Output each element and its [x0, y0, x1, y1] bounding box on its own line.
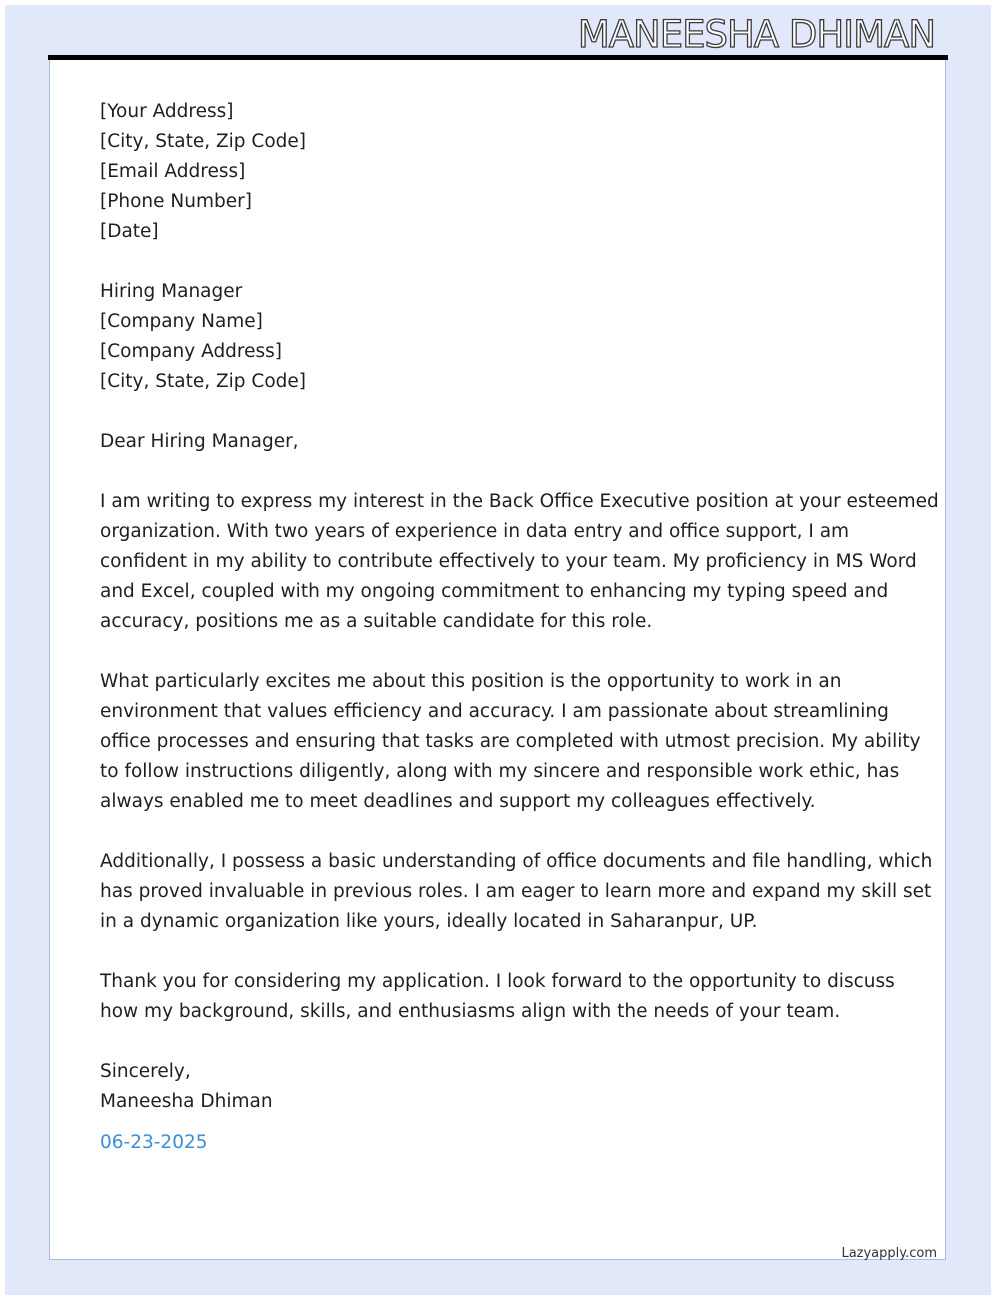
paragraph-line: I am writing to express my interest in the Back Office Executive position at your esteemed: [100, 491, 939, 512]
recipient-title: Hiring Manager: [100, 281, 243, 302]
paragraph-line: to follow instructions diligently, along with my sincere and responsible work ethic, has: [100, 761, 900, 782]
paragraph-line: always enabled me to meet deadlines and support my colleagues effectively.: [100, 791, 816, 812]
paragraph-line: confident in my ability to contribute effectively to your team. My proficiency in MS Word: [100, 551, 917, 572]
signature-name: Maneesha Dhiman: [100, 1091, 273, 1112]
spacer: [100, 1027, 900, 1057]
paragraph-line: What particularly excites me about this position is the opportunity to work in an: [100, 671, 842, 692]
date-stamp: 06-23-2025: [100, 1132, 208, 1153]
letter-content: [100, 97, 939, 1117]
salutation: Dear Hiring Manager,: [100, 431, 299, 452]
footer-site-link[interactable]: Lazyapply.com: [841, 1246, 937, 1261]
recipient-city-state-zip: [City, State, Zip Code]: [100, 371, 306, 392]
sender-address: [Your Address]: [100, 101, 234, 122]
paragraph-line: Additionally, I possess a basic understanding of office documents and file handling, which: [100, 851, 933, 872]
sender-city-state-zip: [City, State, Zip Code]: [100, 131, 306, 152]
body-paragraph-4: [100, 967, 900, 1027]
paragraph-line: accuracy, positions me as a suitable candidate for this role.: [100, 611, 653, 632]
paragraph-line: in a dynamic organization like yours, ideally located in Saharanpur, UP.: [100, 911, 758, 932]
header-name: MANEESHA DHIMAN: [577, 13, 935, 56]
paragraph-line: has proved invaluable in previous roles. I am eager to learn more and expand my skill set: [100, 881, 932, 902]
spacer: [100, 937, 900, 967]
recipient-company-address: [Company Address]: [100, 341, 283, 362]
spacer: [100, 637, 900, 667]
spacer: [100, 457, 900, 487]
sender-phone: [Phone Number]: [100, 191, 252, 212]
recipient-company-name: [Company Name]: [100, 311, 263, 332]
body-paragraph-1: [100, 487, 939, 637]
sender-date: [Date]: [100, 221, 159, 242]
paragraph-line: how my background, skills, and enthusiasms align with the needs of your team.: [100, 1001, 841, 1022]
paragraph-line: and Excel, coupled with my ongoing commitment to enhancing my typing speed and: [100, 581, 889, 602]
valediction: Sincerely,: [100, 1061, 191, 1082]
paragraph-line: Thank you for considering my application. I look forward to the opportunity to discuss: [100, 971, 895, 992]
sender-email: [Email Address]: [100, 161, 246, 182]
spacer: [100, 397, 900, 427]
body-paragraph-2: [100, 667, 921, 817]
spacer: [100, 247, 900, 277]
paragraph-line: environment that values efficiency and accuracy. I am passionate about streamlining: [100, 701, 889, 722]
body-paragraph-3: [100, 847, 933, 937]
spacer: [100, 817, 900, 847]
paragraph-line: office processes and ensuring that tasks are completed with utmost precision. My ability: [100, 731, 921, 752]
paragraph-line: organization. With two years of experience in data entry and office support, I am: [100, 521, 850, 542]
